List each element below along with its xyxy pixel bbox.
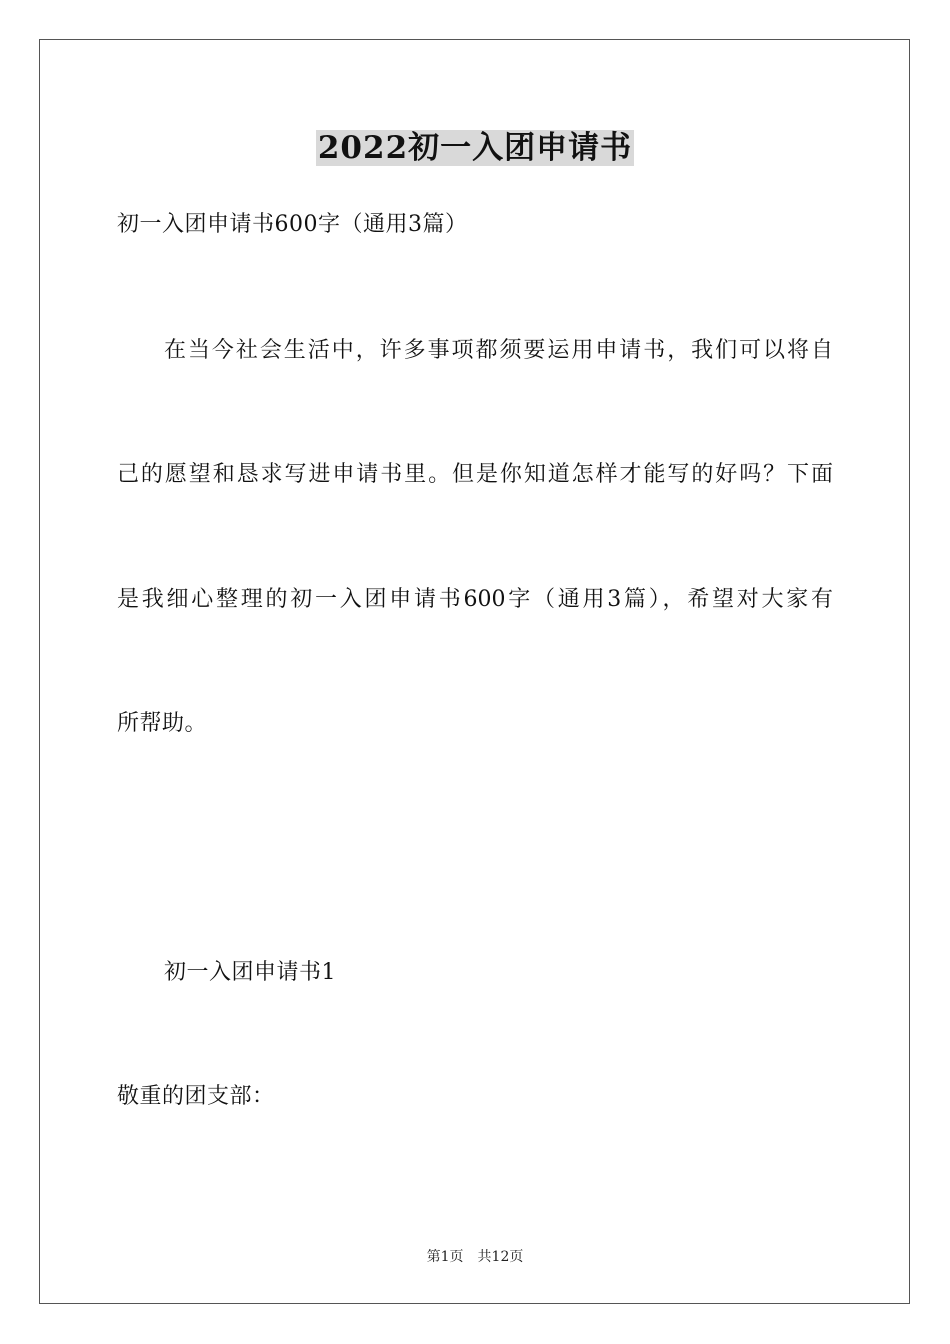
salutation: 敬重的团支部：: [117, 1084, 275, 1109]
intro-paragraph-line: 是我细心整理的初一入团申请书600字（通用3篇），希望对大家有: [117, 587, 833, 612]
page-footer: 第1页 共12页: [426, 1249, 524, 1265]
intro-paragraph-line: 所帮助。: [117, 711, 208, 736]
intro-paragraph-line: 己的愿望和恳求写进申请书里。但是你知道怎样才能写的好吗？下面: [117, 462, 833, 487]
section-heading: 初一入团申请书1: [164, 960, 336, 985]
intro-paragraph-line: 在当今社会生活中，许多事项都须要运用申请书，我们可以将自: [164, 338, 833, 363]
document-subtitle: 初一入团申请书600字（通用3篇）: [117, 212, 468, 237]
document-title-text: 2022初一入团申请书: [317, 130, 633, 166]
document-title: [0, 128, 950, 168]
